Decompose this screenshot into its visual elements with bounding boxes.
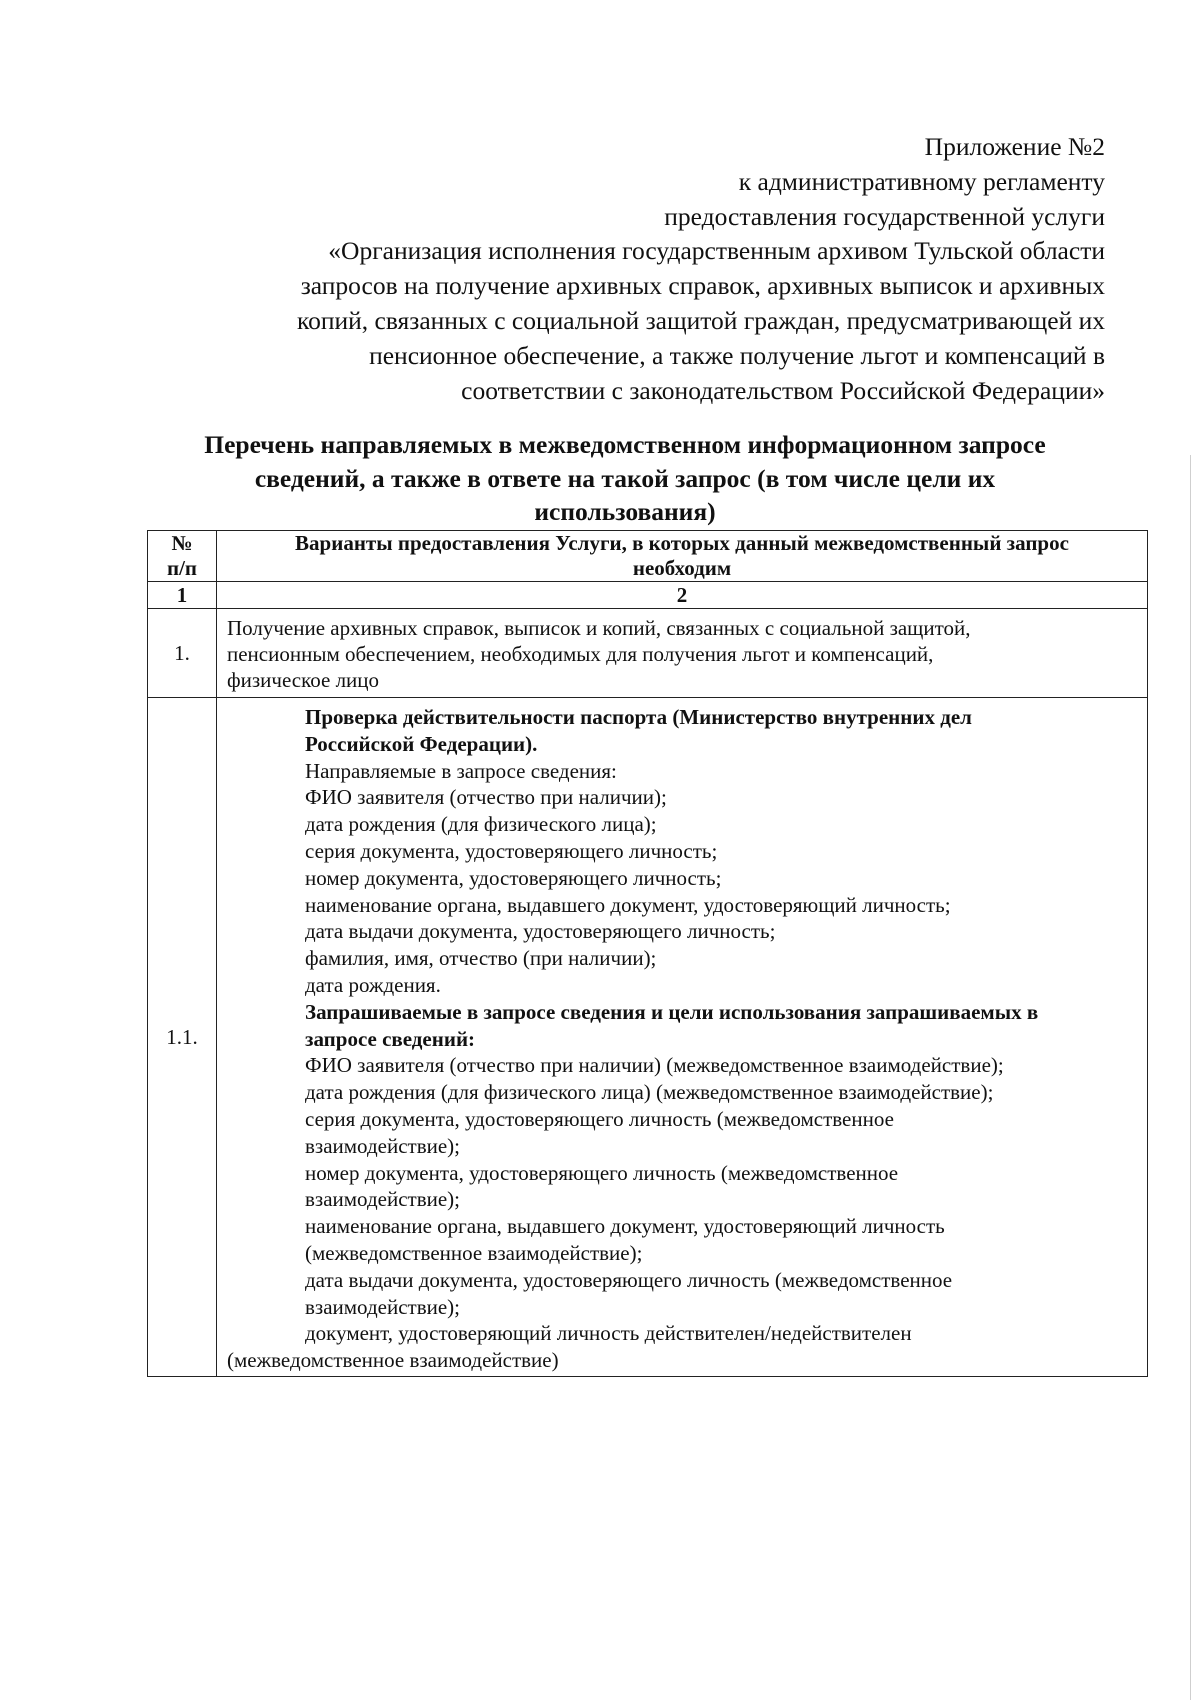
requested-item-last: (межведомственное взаимодействие) [227,1348,559,1373]
requested-item: документ, удостоверяющий личность действителен/недействителен [305,1321,912,1346]
row-description [217,609,1148,698]
header-number-cell [148,531,217,582]
info-request-table [147,530,1148,1377]
requested-item: взаимодействие); [305,1294,460,1319]
document-title [150,428,1100,529]
sent-item: серия документа, удостоверяющего личность; [305,838,718,863]
sent-item: дата выдачи документа, удостоверяющего личность; [305,919,776,944]
column-number-2: 2 [217,582,1148,609]
requested-item: (межведомственное взаимодействие); [305,1240,643,1265]
row-line: физическое лицо [227,668,380,692]
requested-label: запросе сведений: [305,1026,476,1051]
requested-item: взаимодействие); [305,1133,460,1158]
title-line: использования) [534,497,716,526]
annex-line: запросов на получение архивных справок, архивных выписок и архивных [300,271,1105,301]
header-pp: п/п [166,556,198,580]
annex-line: Приложение №2 [924,132,1105,161]
check-heading: Проверка действительности паспорта (Министерство внутренних дел [305,705,972,729]
details-block [227,704,1139,1374]
sent-item: наименование органа, выдавшего документ, удостоверяющий личность; [305,892,951,917]
requested-item: наименование органа, выдавшего документ, удостоверяющий личность [305,1214,945,1239]
scan-edge-line [1190,455,1191,1700]
requested-item: номер документа, удостоверяющего личность (межведомственное [305,1160,899,1185]
row-line: пенсионным обеспечением, необходимых для получения льгот и компенсаций, [227,642,934,666]
annex-line: предоставления государственной услуги [664,201,1105,231]
requested-label: Запрашиваемые в запросе сведения и цели использования запрашиваемых в [305,999,1039,1024]
requested-item: дата выдачи документа, удостоверяющего личность (межведомственное [305,1267,953,1292]
requested-item: ФИО заявителя (отчество при наличии) (межведомственное взаимодействие); [305,1053,1004,1078]
header-variants-line: Варианты предоставления Услуги, в которых данный межведомственный запрос [295,531,1069,555]
annex-line: пенсионное обеспечение, а также получение льгот и компенсаций в [369,340,1105,370]
row-line: Получение архивных справок, выписок и копий, связанных с социальной защитой, [227,616,971,640]
table-row [148,609,1148,698]
check-heading: Российской Федерации). [305,731,538,756]
table-header-row [148,531,1148,582]
sent-item: дата рождения. [305,972,441,997]
annex-line: копий, связанных с социальной защитой граждан, предусматривающей их [296,305,1105,335]
requested-item: серия документа, удостоверяющего личность (межведомственное [305,1106,894,1131]
row-index: 1.1. [148,698,217,1377]
annex-line: «Организация исполнения государственным архивом Тульской области [328,236,1105,266]
header-number-sign: № [171,531,193,555]
column-numbers-row [148,582,1148,609]
title-line: сведений, а также в ответе на такой запрос (в том числе цели их [254,463,996,493]
requested-item: дата рождения (для физического лица) (межведомственное взаимодействие); [305,1080,994,1105]
requested-item: взаимодействие); [305,1187,460,1212]
row-details [217,698,1148,1377]
sent-item: фамилия, имя, отчество (при наличии); [305,946,657,971]
sent-item: дата рождения (для физического лица); [305,812,657,837]
annex-line: к административному регламенту [738,166,1105,196]
header-variants-cell [217,531,1148,582]
header-variants-line: необходим [632,556,732,580]
table-row [148,698,1148,1377]
sent-item: номер документа, удостоверяющего личность; [305,865,722,890]
sent-label: Направляемые в запросе сведения: [305,758,617,783]
annex-header [165,130,1105,408]
title-line: Перечень направляемых в межведомственном информационном запросе [204,430,1046,459]
row-index: 1. [148,609,217,698]
sent-item: ФИО заявителя (отчество при наличии); [305,785,667,810]
column-number-1: 1 [148,582,217,609]
annex-line: соответствии с законодательством Российской Федерации» [461,375,1105,405]
